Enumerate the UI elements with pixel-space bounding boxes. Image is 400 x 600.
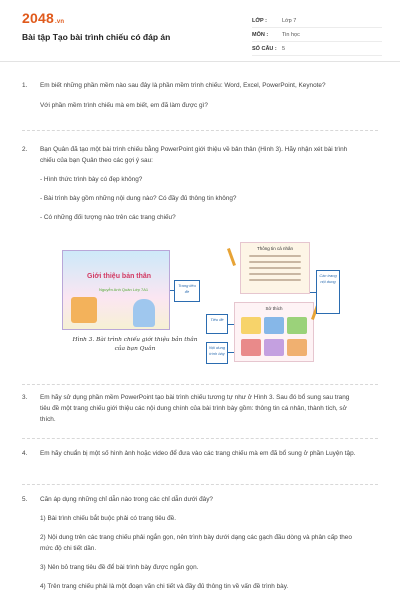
info-slide-lines bbox=[249, 255, 301, 285]
hobby-pictures bbox=[241, 317, 309, 357]
boy-illustration bbox=[133, 299, 155, 327]
page-title: Bài tập Tạo bài trình chiếu có đáp án bbox=[22, 32, 171, 42]
logo-text: 2048 bbox=[22, 10, 54, 26]
question-text: Em hãy chuẩn bị một số hình ảnh hoặc video để đưa vào các trang chiếu mà em đã bổ sung ở phần Luyện tập. bbox=[40, 450, 356, 457]
bullet-item: - Bài trình bày gồm những nội dung nào? Có đầy đủ thông tin không? bbox=[40, 195, 237, 202]
document-content bbox=[0, 62, 400, 600]
question-number: 5. bbox=[22, 496, 28, 503]
divider bbox=[22, 438, 378, 439]
annotation-title-slide: Trang tiêu đề bbox=[174, 280, 200, 302]
annotation-content-slides: Các trang nội dung bbox=[316, 270, 340, 314]
title-slide-image bbox=[62, 250, 170, 330]
divider bbox=[22, 130, 378, 131]
bullet-item: - Có những đối tượng nào trên các trang chiếu? bbox=[40, 214, 176, 221]
answer-option: 1) Bài trình chiếu bắt buộc phải có trang tiêu đề. bbox=[40, 515, 177, 522]
question-number: 2. bbox=[22, 146, 28, 153]
meta-table bbox=[252, 14, 382, 56]
hobby-slide-title: Sở thích bbox=[265, 306, 283, 311]
bullet-item: - Hình thức trình bày có đẹp không? bbox=[40, 176, 143, 183]
annotation-heading: Tiêu đề bbox=[206, 314, 228, 334]
figure-caption: Hình 3. Bài trình chiếu giới thiệu bản thân của bạn Quân bbox=[72, 337, 198, 352]
annotation-body: Nội dung trình bày bbox=[206, 342, 228, 364]
slide-title: Giới thiệu bản thân bbox=[87, 273, 152, 280]
meta-value: Tin học bbox=[282, 31, 300, 38]
question-4 bbox=[22, 448, 382, 459]
meta-value: 5 bbox=[282, 45, 286, 52]
question-text: Em biết những phần mềm nào sau đây là phần mềm trình chiếu: Word, Excel, PowerPoint, Keynote? bbox=[40, 82, 326, 89]
meta-key: MÔN : bbox=[252, 31, 269, 38]
question-5 bbox=[22, 494, 382, 592]
question-text: Căn áp dụng những chỉ dẫn nào trong các chỉ dẫn dưới đây? bbox=[40, 496, 213, 503]
hobby-slide-image bbox=[234, 302, 314, 362]
question-number: 1. bbox=[22, 82, 28, 89]
pencil-icon bbox=[227, 248, 236, 266]
question-3 bbox=[22, 392, 382, 425]
answer-option: 3) Nên bỏ trang tiêu đề để bài trình bày được ngắn gọn. bbox=[40, 564, 199, 571]
house-illustration bbox=[71, 297, 97, 323]
info-slide-title: Thông tin cá nhân bbox=[256, 246, 294, 251]
slide-subtitle: Nguyễn Anh Quân Lớp 7A1 bbox=[99, 287, 149, 292]
site-logo[interactable] bbox=[22, 10, 64, 26]
meta-row-subject bbox=[252, 28, 382, 42]
figure-hinh-3 bbox=[62, 242, 340, 368]
document-header bbox=[0, 0, 400, 62]
question-1 bbox=[22, 80, 382, 111]
info-slide-image bbox=[240, 242, 310, 294]
question-2 bbox=[22, 144, 382, 223]
meta-value: Lớp 7 bbox=[282, 17, 297, 24]
divider bbox=[22, 484, 378, 485]
meta-key: LỚP : bbox=[252, 17, 267, 24]
question-text: Bạn Quân đã tạo một bài trình chiếu bằng PowerPoint giới thiệu về bản thân (Hình 3). Hãy nhận xét bài trình chiếu của bạn Quân theo các gợi ý sau: bbox=[40, 146, 348, 164]
question-extra: Với phần mềm trình chiếu mà em biết, em đã làm được gì? bbox=[40, 102, 208, 109]
logo-suffix: .vn bbox=[54, 19, 65, 25]
answer-option: 2) Nội dung trên các trang chiếu phải ngắn gọn, nên trình bày dưới dạng các gạch đầu dòng và phân cấp theo mức độ chi tiết dần. bbox=[40, 534, 352, 552]
meta-key: SỐ CÂU : bbox=[252, 45, 277, 52]
question-text: Em hãy sử dụng phần mềm PowerPoint tạo bài trình chiếu tương tự như ở Hình 3. Sau đó bổ sung sau trang tiêu đề một trang chiếu giới thiệu các nội dung chính của bài trình bày gồm: thông tin cá nhân, thành tích, sở thích. bbox=[40, 394, 350, 423]
question-number: 4. bbox=[22, 450, 28, 457]
answer-option: 4) Trên trang chiếu phải là một đoạn văn chi tiết và đầy đủ thông tin về vấn đề trình bày. bbox=[40, 583, 289, 590]
meta-row-class bbox=[252, 14, 382, 28]
divider bbox=[22, 384, 378, 385]
meta-row-count bbox=[252, 42, 382, 56]
question-number: 3. bbox=[22, 394, 28, 401]
